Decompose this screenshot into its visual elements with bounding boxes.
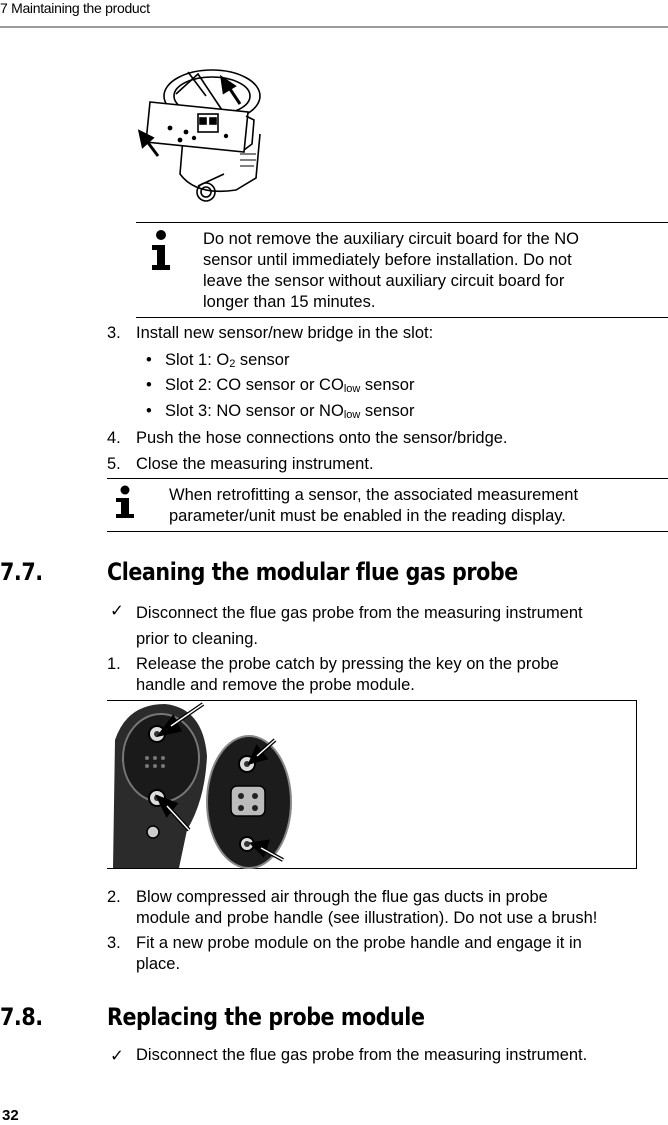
prerequisite-line: prior to cleaning. xyxy=(136,630,258,648)
slot-1-subscript: 2 xyxy=(229,358,236,370)
slot-1-suffix: sensor xyxy=(235,351,290,369)
bullet: • xyxy=(146,376,152,394)
section-number: 7.7. xyxy=(0,558,43,586)
note1-line: sensor until immediately before installation. Do not xyxy=(203,251,572,269)
step-line: place. xyxy=(136,955,181,973)
note2-text xyxy=(169,485,664,527)
page-header: 7 Maintaining the product xyxy=(0,0,150,16)
note1-line: Do not remove the auxiliary circuit board for the NO xyxy=(203,230,579,248)
step-line: Blow compressed air through the flue gas ducts in probe xyxy=(136,888,548,906)
note1-bottom-rule xyxy=(136,317,668,318)
slot-2-label: Slot 2: CO sensor or CO xyxy=(165,376,344,394)
note2-bottom-rule xyxy=(107,531,668,532)
page-number: 32 xyxy=(2,1107,19,1124)
step-line: Release the probe catch by pressing the key on the probe xyxy=(136,655,559,673)
slot-3-text xyxy=(165,401,414,426)
step-2-text xyxy=(136,887,597,929)
prerequisite-text xyxy=(136,600,583,652)
step-3-text xyxy=(136,933,582,975)
slot-1-label: Slot 1: O xyxy=(165,351,230,369)
bullet: • xyxy=(146,351,152,369)
note2-line: parameter/unit must be enabled in the reading display. xyxy=(169,507,566,525)
step-3-text: Install new sensor/new bridge in the slot: xyxy=(136,324,434,342)
note1-line: longer than 15 minutes. xyxy=(203,293,376,311)
step-line: handle and remove the probe module. xyxy=(136,676,415,694)
prerequisite-text: Disconnect the flue gas probe from the measuring instrument. xyxy=(136,1046,588,1064)
step-number: 3. xyxy=(107,934,121,952)
check-icon: ✓ xyxy=(110,602,124,620)
step-line: module and probe handle (see illustration). Do not use a brush! xyxy=(136,909,598,927)
section-title: Cleaning the modular flue gas probe xyxy=(107,558,518,586)
slot-1-text xyxy=(165,350,289,375)
note1-line: leave the sensor without auxiliary circuit board for xyxy=(203,272,565,290)
slot-3-subscript: low xyxy=(343,409,361,421)
step-number: 4. xyxy=(107,429,121,447)
prerequisite-line: Disconnect the flue gas probe from the measuring instrument xyxy=(136,604,583,622)
info-icon xyxy=(150,229,172,271)
step-number: 2. xyxy=(107,888,121,906)
note1-text xyxy=(203,229,663,313)
probe-illustration xyxy=(107,700,293,870)
slot-2-text xyxy=(165,375,414,400)
step-number: 1. xyxy=(107,655,121,673)
slot-3-suffix: sensor xyxy=(360,402,415,420)
slot-3-label: Slot 3: NO sensor or NO xyxy=(165,402,344,420)
bullet: • xyxy=(146,402,152,420)
section-title: Replacing the probe module xyxy=(107,1003,425,1031)
sensor-illustration xyxy=(136,56,266,208)
note2-top-rule xyxy=(107,478,668,479)
slot-2-subscript: low xyxy=(343,383,361,395)
info-icon xyxy=(114,485,136,519)
step-number: 5. xyxy=(107,455,121,473)
check-icon: ✓ xyxy=(110,1047,124,1065)
section-number: 7.8. xyxy=(0,1003,43,1031)
step-line: Fit a new probe module on the probe handle and engage it in xyxy=(136,934,582,952)
slot-2-suffix: sensor xyxy=(360,376,415,394)
header-divider xyxy=(0,26,668,28)
step-number: 3. xyxy=(107,324,121,342)
note2-line: When retrofitting a sensor, the associated measurement xyxy=(169,486,579,504)
step-1-text xyxy=(136,654,559,696)
step-5-text: Close the measuring instrument. xyxy=(136,455,374,473)
step-4-text: Push the hose connections onto the sensor/bridge. xyxy=(136,429,508,447)
note1-top-rule xyxy=(136,222,668,223)
